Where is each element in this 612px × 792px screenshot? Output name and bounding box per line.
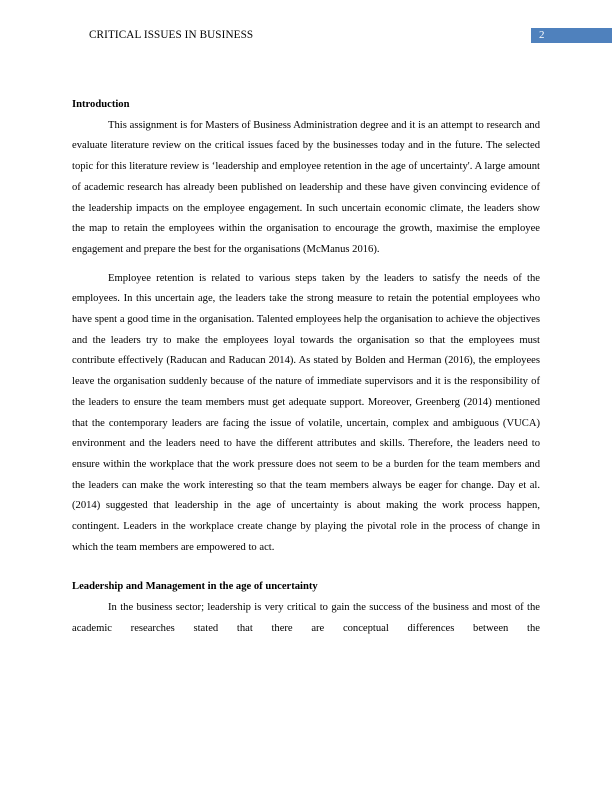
page-number: 2 xyxy=(531,28,612,43)
introduction-heading: Introduction xyxy=(72,99,130,110)
introduction-paragraph-2: Employee retention is related to various steps taken by the leaders to satisfy the needs of the employees. In this uncertain age, the leaders take the strong measure to retain the potential employees who have spent a good time in the organisation. Talented employees help the organisation to achieve the objectives and the leaders try to make the employees loyal towards the organisation so that the employees must contribute effectively (Raducan and Raducan 2014). As stated by Bolden and Herman (2016), the employees leave the organisation suddenly because of the nature of immediate supervisors and it is the responsibility of the leaders to ensure the team members must get adequate support. Moreover, Greenberg (2014) mentioned that the contemporary leaders are facing the issue of volatile, uncertain, complex and ambiguous (VUCA) environment and the leaders need to have the different attributes and skills. Therefore, the leaders need to ensure within the workplace that the work pressure does not seem to be a burden for the team members and the leaders can make the work interesting so that the team members always be eager for change. Day et al. (2014) suggested that leadership in the age of uncertainty is about making the work process happen, contingent. Leaders in the workplace create change by playing the pivotal role in the process of change in which the team members are empowered to act. xyxy=(72,272,540,553)
document-body xyxy=(72,95,540,640)
running-header: CRITICAL ISSUES IN BUSINESS xyxy=(89,29,254,41)
leadership-section-heading: Leadership and Management in the age of uncertainty xyxy=(72,581,318,593)
leadership-paragraph-1: In the business sector; leadership is very critical to gain the success of the business and most of the academic researches stated that there are conceptual differences between the xyxy=(72,602,540,634)
introduction-paragraph-1: This assignment is for Masters of Business Administration degree and it is an attempt to research and evaluate literature review on the critical issues faced by the businesses today and in the future. The selected topic for this literature review is ‘leadership and employee retention in the age of uncertainty'. A large amount of academic research has already been published on leadership and these have given convincing evidence of the leadership impacts on the employee engagement. In such uncertain economic climate, the leaders show the map to retain the employees within the organisation to encourage the growth, maximise the employee engagement and prepare the best for the organisations (McManus 2016). xyxy=(72,119,540,255)
